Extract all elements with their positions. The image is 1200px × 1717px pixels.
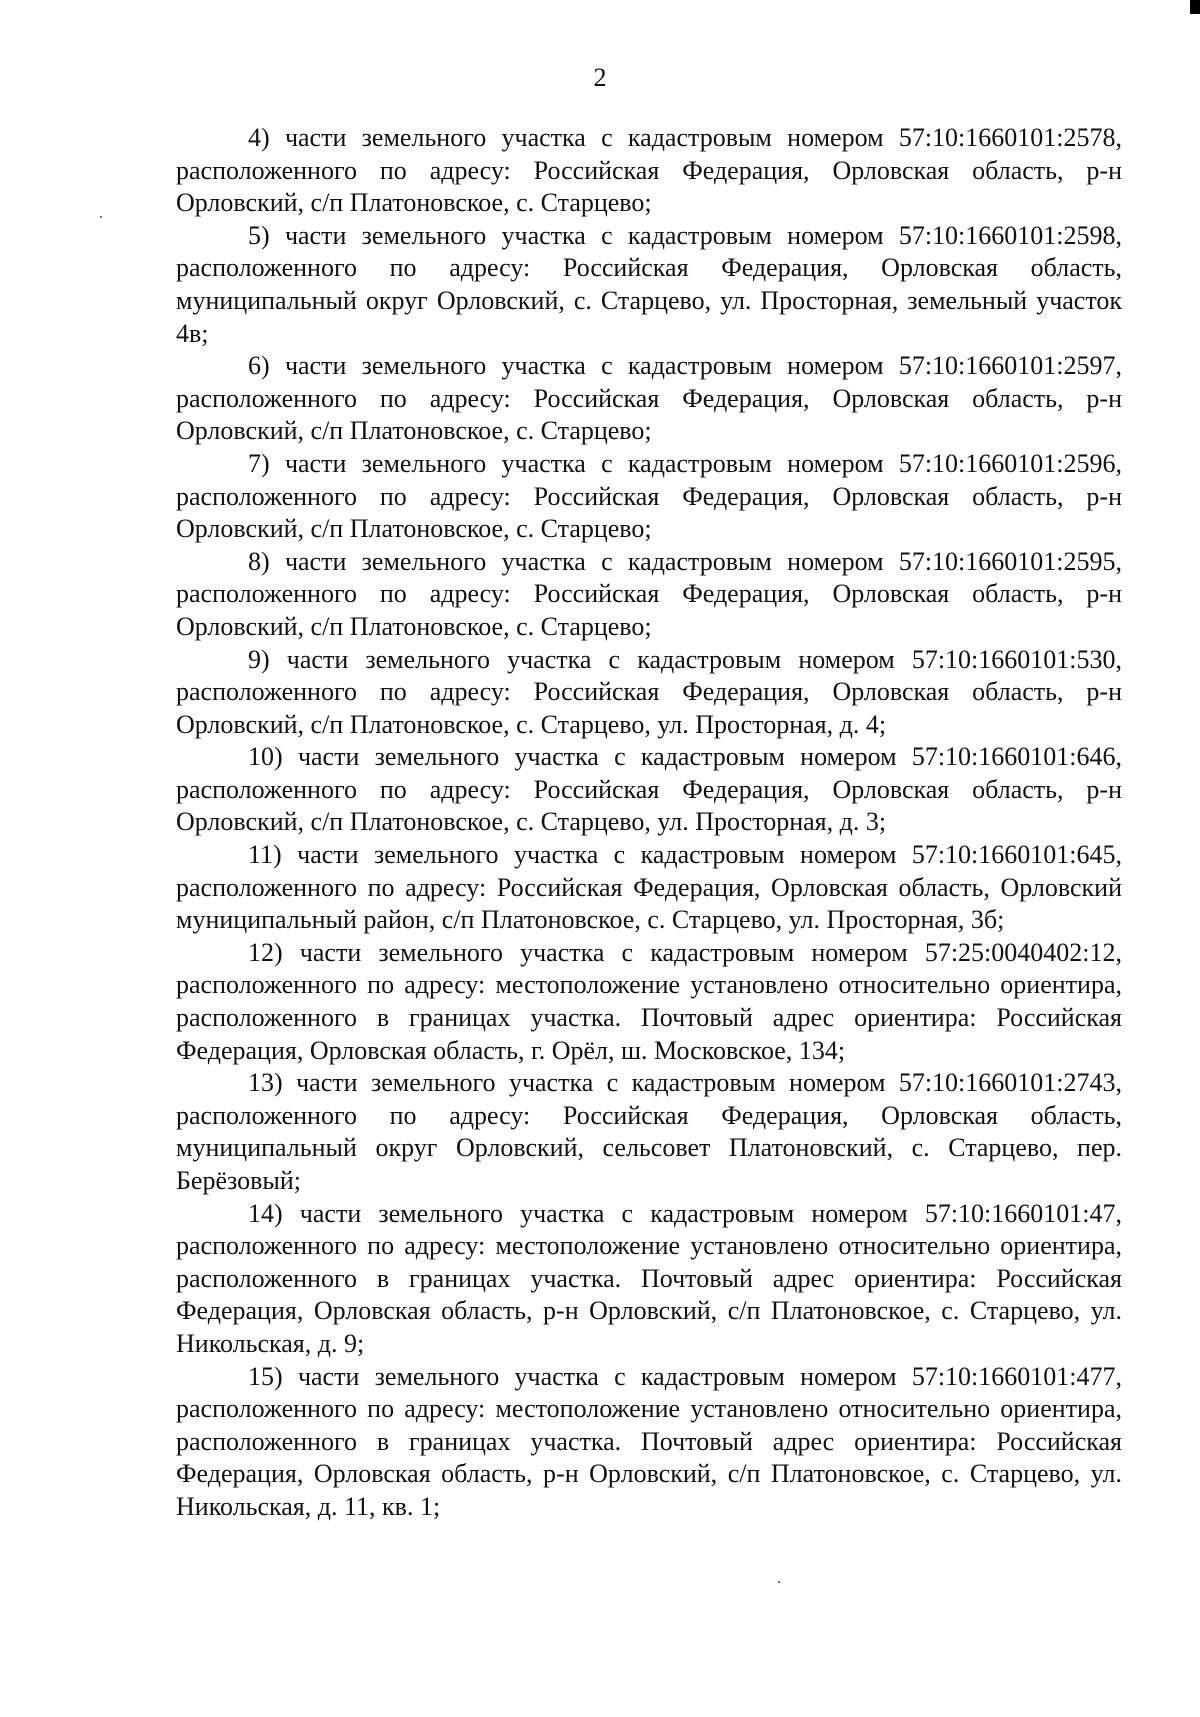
list-item: 4) части земельного участка с кадастровым номером 57:10:1660101:2578, расположенного по адресу: Российская Федерация, Орловская область, р-н Орловский, с/п Платоновское, с. Старцево; [176, 123, 1122, 218]
scan-corner-mark [1190, 0, 1200, 14]
list-item: 6) части земельного участка с кадастровым номером 57:10:1660101:2597, расположенного по адресу: Российская Федерация, Орловская область, р-н Орловский, с/п Платоновское, с. Старцево; [176, 351, 1122, 446]
list-item: 12) части земельного участка с кадастровым номером 57:25:0040402:12, расположенного по адресу: местоположение установлено относительно ориентира, расположенного в границах участка. Почтовый адрес ориентира: Российская Федерация, Орловская область, г. Орёл, ш. Московское, 134; [176, 937, 1122, 1065]
list-item: 5) части земельного участка с кадастровым номером 57:10:1660101:2598, расположенного по адресу: Российская Федерация, Орловская область, муниципальный округ Орловский, с. Старцево, ул. Просторная, земельный участок 4в; [176, 220, 1122, 348]
scan-speck [778, 1581, 780, 1583]
list-item: 14) части земельного участка с кадастровым номером 57:10:1660101:47, расположенного по адресу: местоположение установлено относительно ориентира, расположенного в границах участка. Почтовый адрес ориентира: Российская Федерация, Орловская область, р-н Орловский, с/п Платоновское, с. Старцево, ул. Никольская, д. 9; [176, 1198, 1122, 1358]
list-item: 15) части земельного участка с кадастровым номером 57:10:1660101:477, расположенного по адресу: местоположение установлено относительно ориентира, расположенного в границах участка. Почтовый адрес ориентира: Российская Федерация, Орловская область, р-н Орловский, с/п Платоновское, с. Старцево, ул. Никольская, д. 11, кв. 1; [176, 1361, 1122, 1521]
list-item: 11) части земельного участка с кадастровым номером 57:10:1660101:645, расположенного по адресу: Российская Федерация, Орловская область, Орловский муниципальный район, с/п Платоновское, с. Старцево, ул. Просторная, 3б; [176, 840, 1122, 935]
list-item: 10) части земельного участка с кадастровым номером 57:10:1660101:646, расположенного по адресу: Российская Федерация, Орловская область, р-н Орловский, с/п Платоновское, с. Старцево, ул. Просторная, д. 3; [176, 742, 1122, 837]
list-item: 13) части земельного участка с кадастровым номером 57:10:1660101:2743, расположенного по адресу: Российская Федерация, Орловская область, муниципальный округ Орловский, сельсовет Платоновский, с. Старцево, пер. Берёзовый; [176, 1068, 1122, 1195]
list-item: 9) части земельного участка с кадастровым номером 57:10:1660101:530, расположенного по адресу: Российская Федерация, Орловская область, р-н Орловский, с/п Платоновское, с. Старцево, ул. Просторная, д. 4; [176, 644, 1122, 739]
list-item: 8) части земельного участка с кадастровым номером 57:10:1660101:2595, расположенного по адресу: Российская Федерация, Орловская область, р-н Орловский, с/п Платоновское, с. Старцево; [176, 546, 1122, 641]
scan-speck [100, 216, 102, 218]
list-item: 7) части земельного участка с кадастровым номером 57:10:1660101:2596, расположенного по адресу: Российская Федерация, Орловская область, р-н Орловский, с/п Платоновское, с. Старцево; [176, 448, 1122, 544]
document-body [176, 122, 1122, 1524]
page-number: 2 [593, 63, 607, 92]
